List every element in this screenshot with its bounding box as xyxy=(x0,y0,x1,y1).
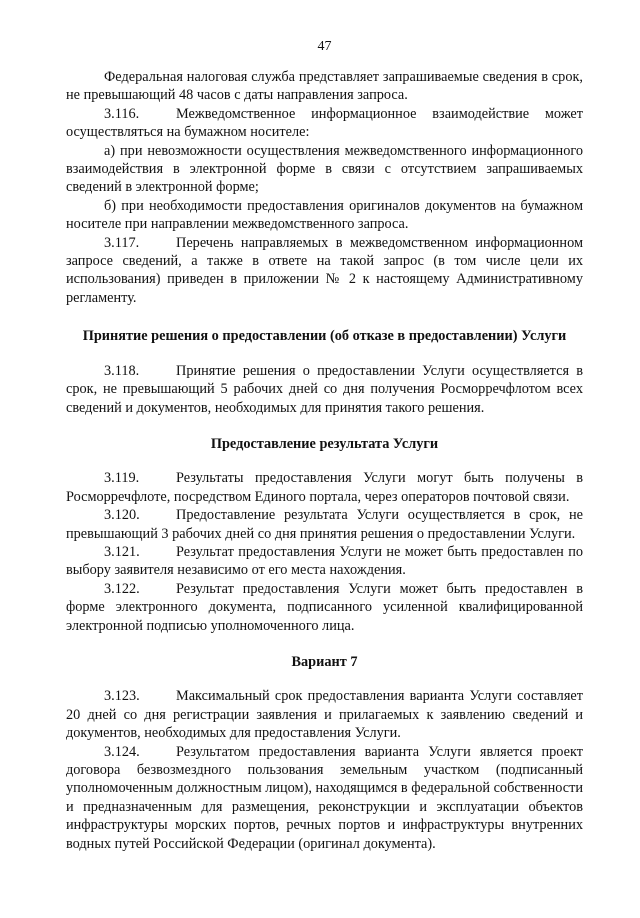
paragraph-text: Перечень направляемых в межведомственном информационном запросе сведений, а также в ответе на такой запрос (в том числе цели их использования) приведен в приложении № 2 к настоящему Административному регламенту. xyxy=(66,234,583,306)
paragraph-text: Межведомственное информационное взаимодействие может осуществляться на бумажном носителе: xyxy=(66,105,583,141)
clause-number: 3.120. xyxy=(104,507,140,524)
paragraph xyxy=(66,469,583,506)
clause-number: 3.119. xyxy=(104,470,140,487)
paragraph xyxy=(66,142,583,197)
section-heading: Принятие решения о предоставлении (об отказе в предоставлении) Услуги xyxy=(82,328,567,345)
paragraph-text: Принятие решения о предоставлении Услуги осуществляется в срок, не превышающий 5 рабочих дней со дня получения Росморречфлотом всех сведений и документов, необходимых для принятия такого решения. xyxy=(66,362,583,416)
paragraph xyxy=(66,68,583,105)
paragraph-text: а) при невозможности осуществления межведомственного информационного взаимодействия в электронной форме в связи с отсутствием запрашиваемых сведений в электронной форме; xyxy=(66,142,583,196)
section-heading: Вариант 7 xyxy=(291,653,358,670)
paragraph xyxy=(66,362,583,417)
clause-number: 3.116. xyxy=(104,105,140,122)
clause-number: 3.123. xyxy=(104,688,140,705)
paragraph xyxy=(66,687,583,742)
paragraph xyxy=(66,743,583,853)
document-body xyxy=(66,68,583,853)
clause-number: 3.117. xyxy=(104,234,140,251)
page-number: 47 xyxy=(317,39,332,54)
section-heading: Предоставление результата Услуги xyxy=(210,435,439,452)
paragraph-text: Федеральная налоговая служба представляет запрашиваемые сведения в срок, не превышающий 48 часов с даты направления запроса. xyxy=(66,69,583,104)
paragraph xyxy=(66,506,583,543)
clause-number: 3.121. xyxy=(104,543,140,560)
paragraph xyxy=(66,105,583,142)
paragraph xyxy=(66,580,583,635)
paragraph xyxy=(66,234,583,308)
paragraph-text: б) при необходимости предоставления оригиналов документов на бумажном носителе при направлении межведомственного запроса. xyxy=(66,197,583,233)
paragraph-text: Результат предоставления Услуги может быть предоставлен в форме электронного документа, подписанного усиленной квалифицированной электронной подписью уполномоченного лица. xyxy=(66,580,583,634)
paragraph-text: Результатом предоставления варианта Услуги является проект договора безвозмездного пользования земельным участком (подписанный уполномоченным должностным лицом), находящимся в федеральной собственности и предназначенным для размещения, реконструкции и эксплуатации объектов инфраструктуры морских портов, речных портов и инфраструктуры внутренних водных путей Российской Федерации (оригинал документа). xyxy=(66,743,583,852)
paragraph-text: Результаты предоставления Услуги могут быть получены в Росморречфлоте, посредством Единого портала, через операторов почтовой связи. xyxy=(66,470,583,505)
paragraph-text: Максимальный срок предоставления варианта Услуги составляет 20 дней со дня регистрации заявления и прилагаемых к заявлению сведений и документов, необходимых для предоставления Услуги. xyxy=(66,688,583,742)
paragraph xyxy=(66,197,583,234)
paragraph-text: Предоставление результата Услуги осуществляется в срок, не превышающий 3 рабочих дней со дня принятия решения о предоставлении Услуги. xyxy=(66,507,583,542)
clause-number: 3.122. xyxy=(104,580,140,597)
clause-number: 3.118. xyxy=(104,362,140,379)
paragraph xyxy=(66,543,583,580)
clause-number: 3.124. xyxy=(104,743,140,760)
paragraph-text: Результат предоставления Услуги не может быть предоставлен по выбору заявителя независимо от его места нахождения. xyxy=(66,543,583,579)
